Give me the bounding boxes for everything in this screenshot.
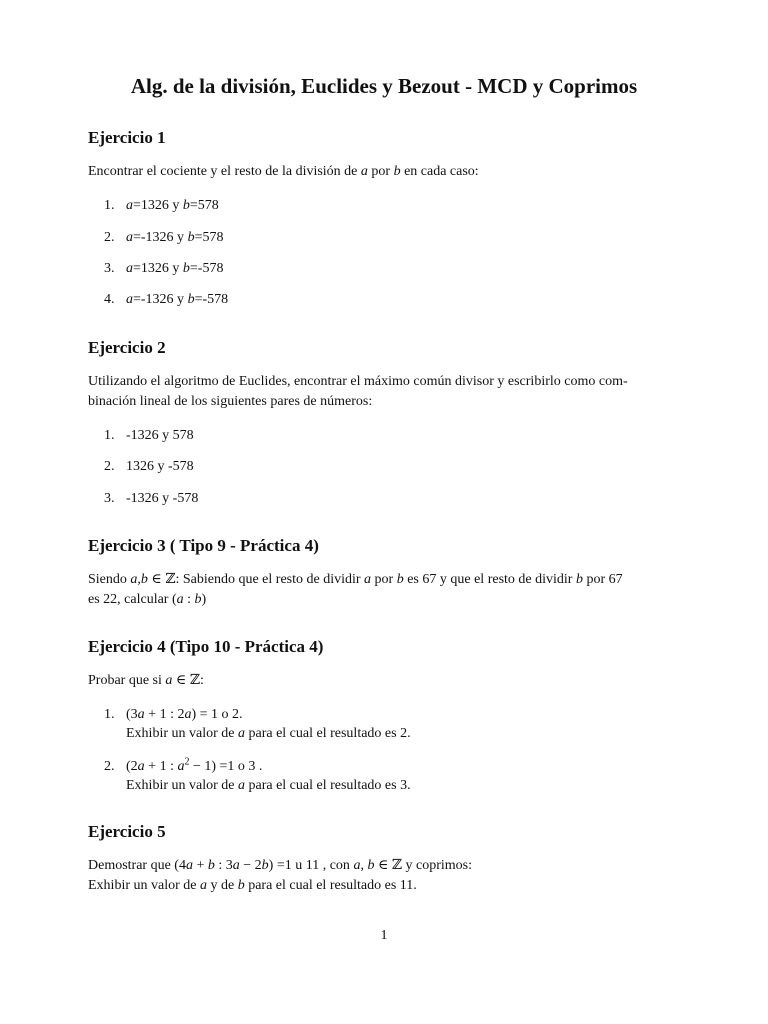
exercise-4-item-1-sub: Exhibir un valor de a para el cual el resultado es 2. (126, 726, 411, 741)
exercise-5-heading: Ejercicio 5 (88, 822, 166, 841)
exercise-2-item-1: 1. -1326 y 578 (104, 428, 194, 443)
document-page (88, 0, 688, 1024)
exercise-1-item-1: 1. a=1326 y b=578 (104, 198, 219, 213)
exercise-2-item-3: 3. -1326 y -578 (104, 491, 199, 506)
exercise-5-line-2: Exhibir un valor de a y de b para el cual el resultado es 11. (88, 878, 417, 893)
exercise-2-heading: Ejercicio 2 (88, 338, 166, 357)
exercise-2-intro-line-1: Utilizando el algoritmo de Euclides, encontrar el máximo común divisor y escribirlo como com- (88, 374, 628, 389)
exercise-1-intro: Encontrar el cociente y el resto de la división de a por b en cada caso: (88, 164, 479, 179)
exercise-4-item-1: 1. (3a + 1 : 2a) = 1 o 2. (104, 707, 243, 722)
exercise-1-item-2: 2. a=-1326 y b=578 (104, 230, 224, 245)
document-title: Alg. de la división, Euclides y Bezout - MCD y Coprimos (130, 74, 638, 98)
exercise-4-intro: Probar que si a ∈ ℤ: (88, 673, 204, 688)
exercise-4-heading: Ejercicio 4 (Tipo 10 - Práctica 4) (88, 637, 324, 656)
exercise-2-intro-line-2: binación lineal de los siguientes pares de números: (88, 394, 373, 409)
exercise-2-intro (88, 372, 680, 412)
exercise-2-item-2: 2. 1326 y -578 (104, 459, 194, 474)
exercise-3-statement (88, 570, 680, 610)
exercise-3-heading: Ejercicio 3 ( Tipo 9 - Práctica 4) (88, 536, 319, 555)
exercise-1-heading: Ejercicio 1 (88, 128, 166, 147)
exercise-1-item-3: 3. a=1326 y b=-578 (104, 261, 224, 276)
exercise-5-statement (88, 856, 680, 896)
exercise-1-item-4: 4. a=-1326 y b=-578 (104, 292, 229, 307)
exercise-4-item-2-sub: Exhibir un valor de a para el cual el resultado es 3. (126, 778, 411, 793)
exercise-4-item-2: 2. (2a + 1 : $a^2 - 1) =1$ o 3 . (104, 756, 263, 774)
exercise-3-line-1: Siendo a,b ∈ ℤ: Sabiendo que el resto de dividir a por b es 67 y que el resto de dividir b por 67 (88, 572, 623, 587)
page-number: 1 (380, 928, 388, 943)
exercise-5-line-1: Demostrar que (4a + b : 3a − 2b) =1 u 11 , con a, b ∈ ℤ y coprimos: (88, 858, 473, 873)
exercise-3-line-2: es 22, calcular (a : b) (88, 592, 207, 607)
